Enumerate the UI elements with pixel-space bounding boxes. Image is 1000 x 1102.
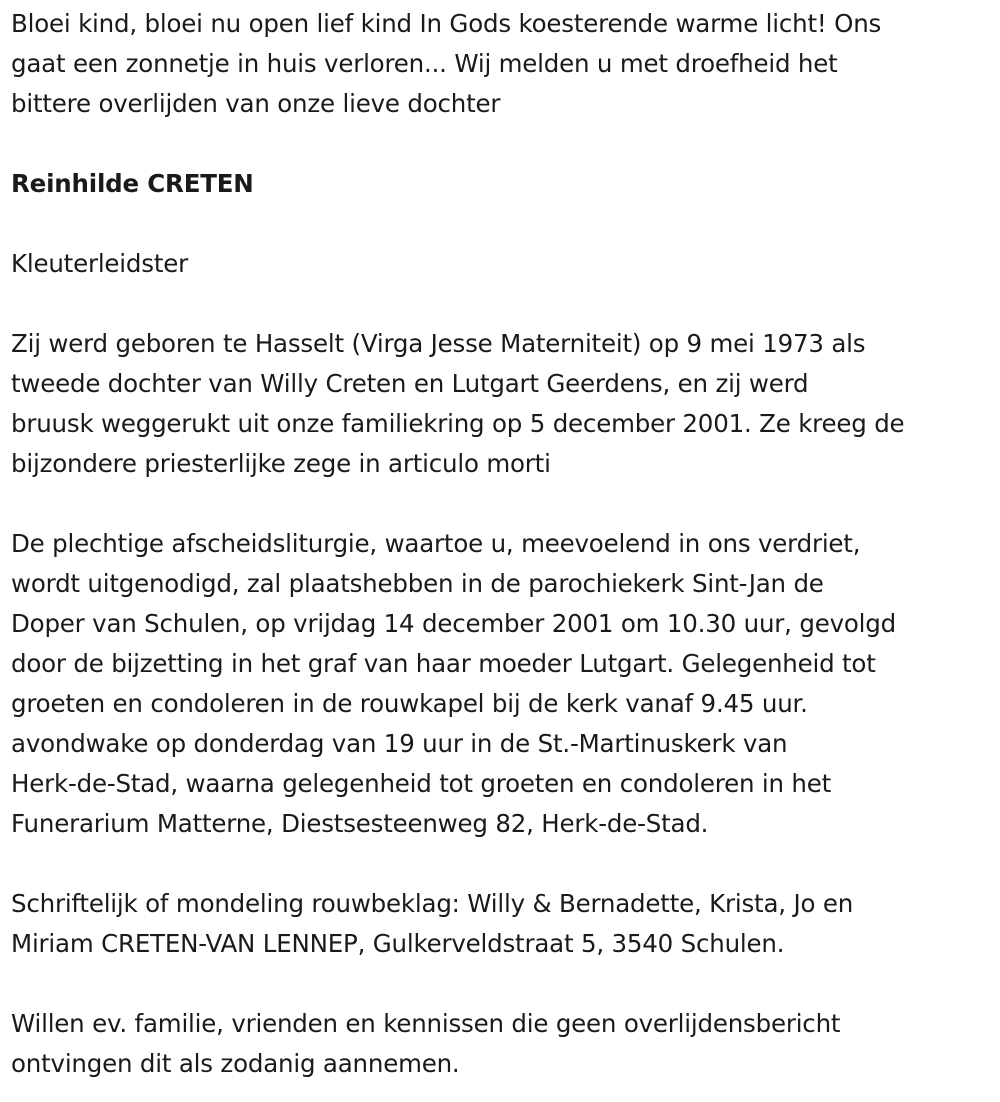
text-line: Herk-de-Stad, waarna gelegenheid tot groeten en condoleren in het [11,769,831,798]
text-line: bruusk weggerukt uit onze familiekring op 5 december 2001. Ze kreeg de [11,409,905,438]
intro-paragraph [11,4,993,124]
text-line: tweede dochter van Willy Creten en Lutgart Geerdens, en zij werd [11,369,809,398]
deceased-name: Reinhilde CRETEN [11,169,254,198]
text-line: groeten en condoleren in de rouwkapel bij de kerk vanaf 9.45 uur. [11,689,808,718]
text-line: bittere overlijden van onze lieve dochter [11,89,501,118]
condolence-paragraph [11,884,993,964]
birth-paragraph [11,324,993,484]
text-line: Zij werd geboren te Hasselt (Virga Jesse Materniteit) op 9 mei 1973 als [11,329,866,358]
text-line: Willen ev. familie, vrienden en kennissen die geen overlijdensbericht [11,1009,841,1038]
text-line: Bloei kind, bloei nu open lief kind In Gods koesterende warme licht! Ons [11,9,882,38]
text-line: bijzondere priesterlijke zege in articulo morti [11,449,551,478]
text-line: Doper van Schulen, op vrijdag 14 december 2001 om 10.30 uur, gevolgd [11,609,896,638]
text-line: wordt uitgenodigd, zal plaatshebben in de parochiekerk Sint-Jan de [11,569,824,598]
deceased-name-paragraph [11,164,993,204]
closing-paragraph [11,1004,993,1084]
text-line: Funerarium Matterne, Diestsesteenweg 82, Herk-de-Stad. [11,809,709,838]
text-line: gaat een zonnetje in huis verloren... Wij melden u met droefheid het [11,49,838,78]
occupation: Kleuterleidster [11,249,188,278]
text-line: Schriftelijk of mondeling rouwbeklag: Willy & Bernadette, Krista, Jo en [11,889,854,918]
text-line: ontvingen dit als zodanig aannemen. [11,1049,460,1078]
occupation-paragraph [11,244,993,284]
text-line: Miriam CRETEN-VAN LENNEP, Gulkerveldstraat 5, 3540 Schulen. [11,929,785,958]
text-line: De plechtige afscheidsliturgie, waartoe u, meevoelend in ons verdriet, [11,529,861,558]
text-line: door de bijzetting in het graf van haar moeder Lutgart. Gelegenheid tot [11,649,876,678]
obituary-document [11,4,993,1084]
text-line: avondwake op donderdag van 19 uur in de St.-Martinuskerk van [11,729,788,758]
ceremony-paragraph [11,524,993,844]
